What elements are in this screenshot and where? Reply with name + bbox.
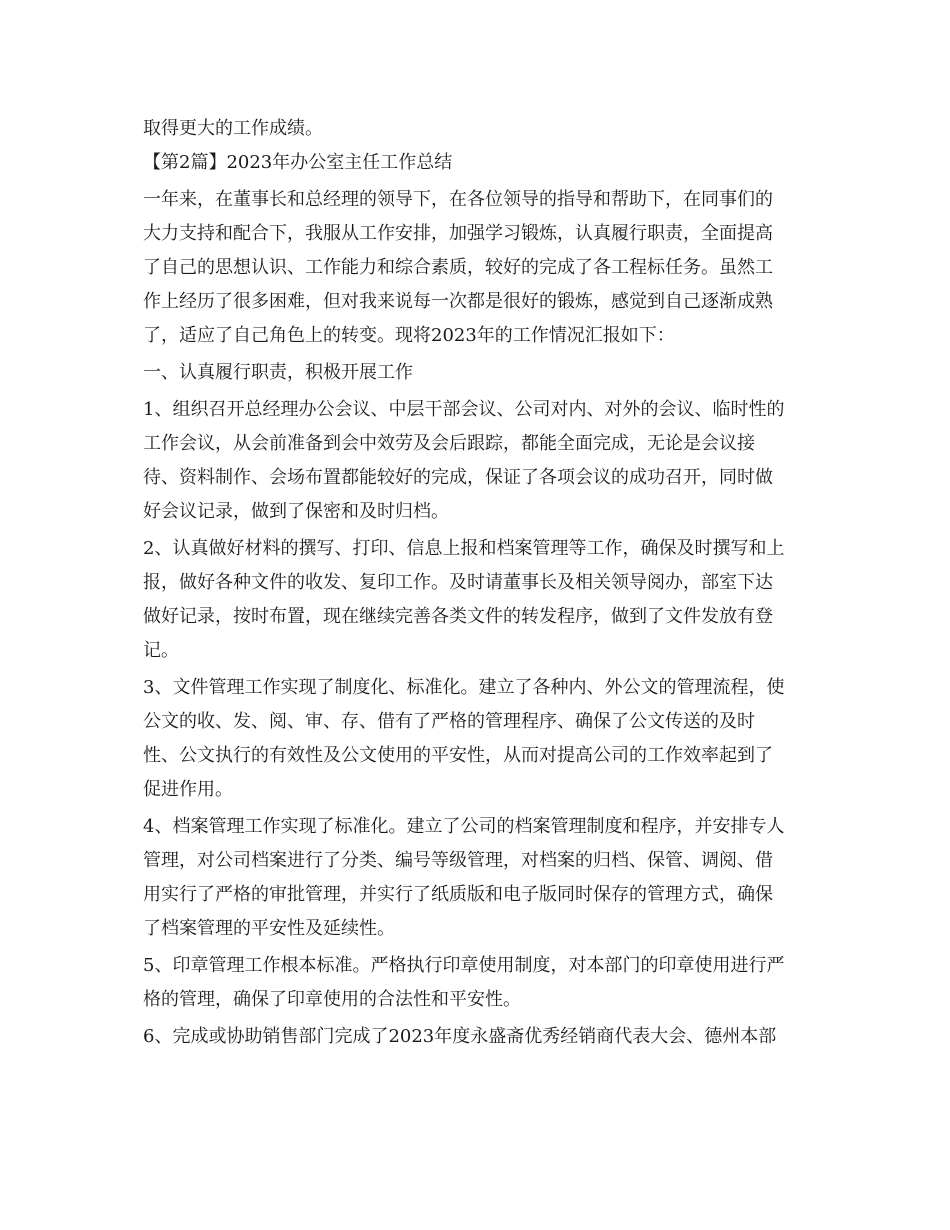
text-line: 了，适应了自己角色上的转变。现将2023年的工作情况汇报如下： [143,325,675,346]
text-line: 格的管理，确保了印章使用的合法性和平安性。 [143,989,521,1010]
text-line: 1、组织召开总经理办公会议、中层干部会议、公司对内、对外的会议、临时性的 [143,399,785,420]
text-line: 好会议记录，做到了保密和及时归档。 [143,501,449,522]
text-line: 大力支持和配合下，我服从工作安排，加强学习锻炼，认真履行职责，全面提高 [143,223,773,244]
text-line: 工作会议，从会前准备到会中效劳及会后跟踪，都能全面完成，无论是会议接 [143,433,755,454]
document-body [143,112,808,1054]
text-line: 做好记录，按时布置，现在继续完善各类文件的转发程序，做到了文件发放有登 [143,606,773,627]
section-heading: 【第2篇】2023年办公室主任工作总结 [143,152,453,173]
subheading: 一、认真履行职责，积极开展工作 [143,362,413,383]
text-line: 用实行了严格的审批管理，并实行了纸质版和电子版同时保存的管理方式，确保 [143,884,773,905]
text-line: 3、文件管理工作实现了制度化、标准化。建立了各种内、外公文的管理流程，使 [143,677,785,698]
text-line: 5、印章管理工作根本标准。严格执行印章使用制度，对本部门的印章使用进行严 [143,955,785,976]
text-line: 报，做好各种文件的收发、复印工作。及时请董事长及相关领导阅办，部室下达 [143,572,773,593]
text-line: 4、档案管理工作实现了标准化。建立了公司的档案管理制度和程序，并安排专人 [143,816,785,837]
text-line: 一年来，在董事长和总经理的领导下，在各位领导的指导和帮助下，在同事们的 [143,189,773,210]
text-line: 管理，对公司档案进行了分类、编号等级管理，对档案的归档、保管、调阅、借 [143,850,773,871]
text-line: 2、认真做好材料的撰写、打印、信息上报和档案管理等工作，确保及时撰写和上 [143,538,785,559]
text-line: 性、公文执行的有效性及公文使用的平安性，从而对提高公司的工作效率起到了 [143,745,773,766]
text-line: 记。 [143,640,179,661]
text-line: 作上经历了很多困难，但对我来说每一次都是很好的锻炼，感觉到自己逐渐成熟 [143,291,773,312]
text-line: 6、完成或协助销售部门完成了2023年度永盛斋优秀经销商代表大会、德州本部 [143,1026,777,1047]
text-line: 待、资料制作、会场布置都能较好的完成，保证了各项会议的成功召开，同时做 [143,467,773,488]
text-line: 公文的收、发、阅、审、存、借有了严格的管理程序、确保了公文传送的及时 [143,711,755,732]
text-line: 取得更大的工作成绩。 [143,118,323,139]
text-line: 了自己的思想认识、工作能力和综合素质，较好的完成了各工程标任务。虽然工 [143,257,773,278]
text-line: 促进作用。 [143,779,233,800]
text-line: 了档案管理的平安性及延续性。 [143,918,395,939]
